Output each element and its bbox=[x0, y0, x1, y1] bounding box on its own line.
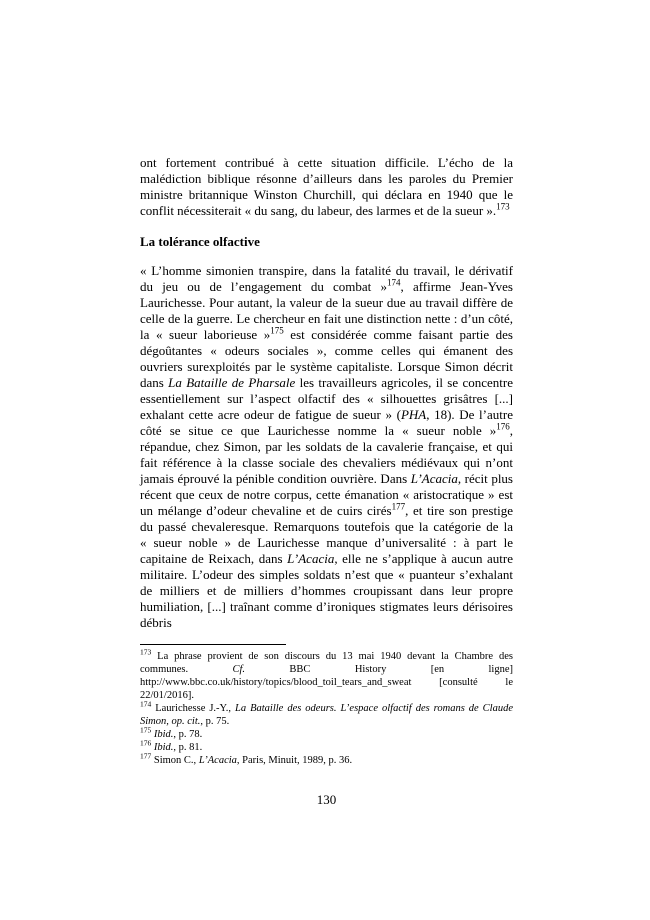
page-number: 130 bbox=[316, 792, 337, 807]
footnote-173: $^{173}$ La phrase provient de son discours du 13 mai 1940 devant la Chambre des communes. Cf. BBC History [en ligne] http://www.bbc.co.uk/history/topics/blood_toil_tears_and_sweat [consulté le 22/01/2016]. bbox=[140, 647, 513, 701]
body-paragraph-2: « L’homme simonien transpire, dans la fatalité du travail, le dérivatif du jeu ou de l’engagement du combat »$^{174}$, affirme Jean-Yves Laurichesse. Pour autant, la valeur de la sueur due au travail diffère de celle de la guerre. Le chercheur en fait une distinction nette : d’un côté, la « sueur laborieuse »$^{175}$ est considérée comme faisant partie des dégoûtantes « odeurs sociales », comme celles qui émanent des ouvriers surexploités par le système capitaliste. Lorsque Simon décrit dans La Bataille de Pharsale les travailleurs agricoles, il se concentre essentiellement sur l’aspect olfactif des « silhouettes grisâtres [...] exhalant cette acre odeur de fatigue de sueur » (PHA, 18). De l’autre côté se situe ce que Laurichesse nomme la « sueur noble »$^{176}$, répandue, chez Simon, par les soldats de la cavalerie française, et qui fait référence à la classe sociale des chevaliers médiévaux qui n’ont jamais éprouvé la pénible condition ouvrière. Dans L’Acacia, récit plus récent que ceux de notre corpus, cette émanation « aristocratique » est un mélange d’odeur chevaline et de cuirs cirés$^{177}$, et tire son prestige du passé chevaleresque. Remarquons toutefois que la catégorie de la « sueur noble » de Laurichesse manque d’universalité : à part le capitaine de Reixach, dans L’Acacia, elle ne s’applique à aucun autre militaire. L’odeur des simples soldats n’est que « puanteur s’exhalant de milliers et de milliers d’hommes croupissant dans leur propre humiliation, [...] traînant comme d’ironiques stigmates leurs dérisoires débris bbox=[140, 263, 513, 630]
footnote-ref: 177 bbox=[391, 501, 406, 512]
footnote-175: $^{175}$ Ibid., p. 78. bbox=[140, 725, 203, 740]
footnote-ref: 175 bbox=[270, 325, 284, 336]
footnote-ref: 173 bbox=[496, 201, 510, 212]
footnote-ref: 175 bbox=[140, 725, 152, 735]
footnote-ref: 176 bbox=[140, 738, 152, 748]
footnote-separator bbox=[140, 644, 286, 645]
footnote-174: $^{174}$ Laurichesse J.-Y., La Bataille des odeurs. L’espace olfactif des romans de Claude Simon, op. cit., p. 75. bbox=[140, 699, 513, 727]
page-content bbox=[140, 155, 513, 767]
footnote-ref: 174 bbox=[140, 699, 152, 709]
section-heading: La tolérance olfactive bbox=[140, 234, 260, 249]
footnote-177: $^{177}$ Simon C., L’Acacia, Paris, Minuit, 1989, p. 36. bbox=[140, 751, 353, 766]
body-paragraph-1: ont fortement contribué à cette situation difficile. L’écho de la malédiction biblique résonne d’ailleurs dans les paroles du Premier ministre britannique Winston Churchill, qui déclara en 1940 que le conflit nécessiterait « du sang, du labeur, des larmes et de la sueur ».$^{173}$ bbox=[140, 155, 513, 218]
footnote-ref: 176 bbox=[496, 421, 510, 432]
footnote-ref: 174 bbox=[387, 277, 401, 288]
footnotes-section bbox=[140, 647, 513, 767]
footnote-ref: 173 bbox=[140, 647, 152, 657]
footnote-176: $^{176}$ Ibid., p. 81. bbox=[140, 738, 203, 753]
footnote-ref: 177 bbox=[140, 751, 152, 761]
